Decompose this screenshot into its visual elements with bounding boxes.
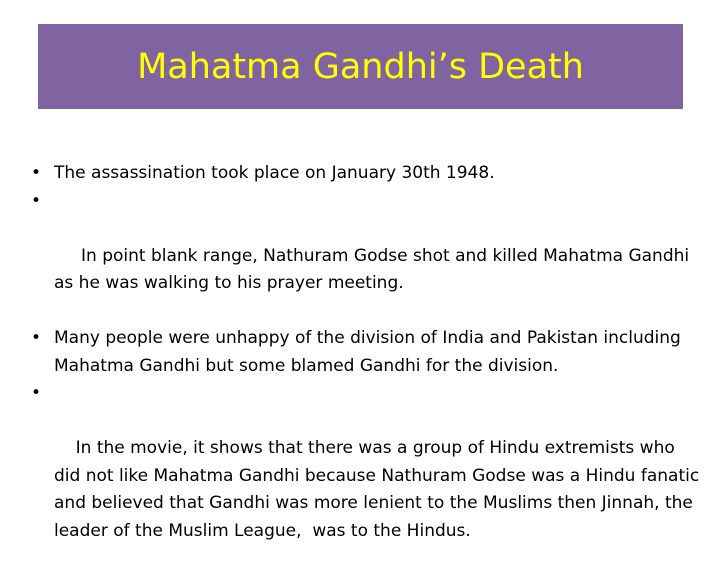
bullet-text: In point blank range, Nathuram Godse shot and killed Mahatma Gandhi as he was walking to his prayer meeting.	[54, 245, 695, 293]
bullet-text: The assassination took place on January 30th 1948.	[54, 163, 495, 183]
bullet-icon: •	[30, 163, 42, 183]
slide-title: Mahatma Gandhi’s Death	[137, 46, 584, 87]
bullet-item	[30, 380, 705, 573]
bullet-icon: •	[30, 328, 42, 348]
bullet-text: In the movie, it shows that there was a group of Hindu extremists who did not like Mahatma Gandhi because Nathuram Godse was a Hindu fanatic and believed that Gandhi was more lenient to the Muslims then Jinnah, the leader of the Muslim League, was to the Hindus.	[54, 438, 705, 541]
bullet-text: Many people were unhappy of the division of India and Pakistan including Mahatma Gandhi but some blamed Gandhi for the division.	[54, 328, 681, 376]
bullet-item	[30, 160, 705, 188]
bullet-icon: •	[30, 190, 42, 211]
bullet-icon: •	[30, 383, 42, 403]
title-banner	[38, 24, 683, 109]
bullet-item	[30, 188, 705, 326]
bullet-list	[30, 160, 705, 573]
bullet-item	[30, 325, 705, 380]
